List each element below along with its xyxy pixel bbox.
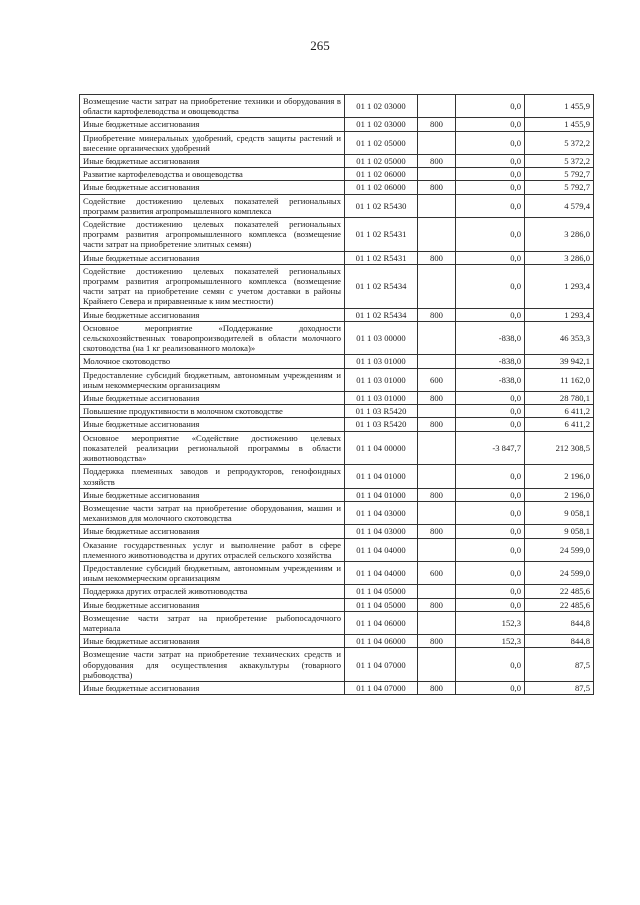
row-total-cell: 28 780,1	[525, 392, 594, 405]
row-code-cell: 01 1 03 R5420	[345, 418, 418, 431]
row-name-cell: Возмещение части затрат на приобретение оборудования, машин и механизмов для молочного скотоводства	[80, 501, 345, 524]
row-total-cell: 4 579,4	[525, 194, 594, 217]
row-total-cell: 6 411,2	[525, 405, 594, 418]
row-total-cell: 87,5	[525, 681, 594, 694]
row-name-cell: Предоставление субсидий бюджетным, автономным учреждениям и иным некоммерческим организациям	[80, 561, 345, 584]
table-row	[80, 465, 594, 488]
row-type-cell: 800	[418, 118, 456, 131]
row-code-cell: 01 1 02 R5434	[345, 264, 418, 308]
row-type-cell: 800	[418, 681, 456, 694]
row-name-cell: Иные бюджетные ассигнования	[80, 392, 345, 405]
row-name-cell: Иные бюджетные ассигнования	[80, 598, 345, 611]
row-change-cell: -838,0	[456, 355, 525, 368]
row-change-cell: -3 847,7	[456, 431, 525, 465]
table-row	[80, 538, 594, 561]
row-name-cell: Поддержка племенных заводов и репродукторов, генофондных хозяйств	[80, 465, 345, 488]
row-total-cell: 46 353,3	[525, 321, 594, 355]
row-change-cell: 0,0	[456, 488, 525, 501]
row-change-cell: 0,0	[456, 392, 525, 405]
row-type-cell	[418, 585, 456, 598]
table-row	[80, 405, 594, 418]
row-total-cell: 87,5	[525, 648, 594, 682]
row-type-cell: 800	[418, 525, 456, 538]
row-name-cell: Предоставление субсидий бюджетным, автономным учреждениям и иным некоммерческим организациям	[80, 368, 345, 391]
row-code-cell: 01 1 03 01000	[345, 368, 418, 391]
row-total-cell: 22 485,6	[525, 585, 594, 598]
row-total-cell: 1 455,9	[525, 95, 594, 118]
row-name-cell: Иные бюджетные ассигнования	[80, 308, 345, 321]
row-type-cell: 800	[418, 308, 456, 321]
row-code-cell: 01 1 04 05000	[345, 585, 418, 598]
row-type-cell	[418, 431, 456, 465]
row-type-cell	[418, 264, 456, 308]
row-code-cell: 01 1 04 01000	[345, 465, 418, 488]
row-change-cell: -838,0	[456, 321, 525, 355]
row-name-cell: Иные бюджетные ассигнования	[80, 681, 345, 694]
row-code-cell: 01 1 04 01000	[345, 488, 418, 501]
row-type-cell	[418, 465, 456, 488]
row-type-cell	[418, 405, 456, 418]
table-row	[80, 251, 594, 264]
row-type-cell	[418, 501, 456, 524]
row-total-cell: 212 308,5	[525, 431, 594, 465]
row-change-cell: 0,0	[456, 525, 525, 538]
row-change-cell: 0,0	[456, 168, 525, 181]
row-total-cell: 11 162,0	[525, 368, 594, 391]
row-total-cell: 22 485,6	[525, 598, 594, 611]
row-name-cell: Возмещение части затрат на приобретение техники и оборудования в области картофелеводства и овощеводства	[80, 95, 345, 118]
row-code-cell: 01 1 04 04000	[345, 538, 418, 561]
row-name-cell: Иные бюджетные ассигнования	[80, 155, 345, 168]
row-type-cell	[418, 168, 456, 181]
row-type-cell: 600	[418, 561, 456, 584]
row-change-cell: 0,0	[456, 598, 525, 611]
row-change-cell: 0,0	[456, 538, 525, 561]
row-code-cell: 01 1 03 00000	[345, 321, 418, 355]
table-row	[80, 488, 594, 501]
row-change-cell: 0,0	[456, 181, 525, 194]
row-name-cell: Иные бюджетные ассигнования	[80, 488, 345, 501]
row-total-cell: 5 372,2	[525, 131, 594, 154]
row-name-cell: Основное мероприятие «Поддержание доходности сельскохозяйственных товаропроизводителей в области молочного скотоводства (на 1 кг реализованного молока)»	[80, 321, 345, 355]
row-code-cell: 01 1 02 06000	[345, 181, 418, 194]
row-change-cell: 0,0	[456, 155, 525, 168]
row-total-cell: 1 293,4	[525, 264, 594, 308]
row-code-cell: 01 1 02 05000	[345, 155, 418, 168]
row-type-cell: 600	[418, 368, 456, 391]
row-total-cell: 844,8	[525, 611, 594, 634]
row-total-cell: 3 286,0	[525, 251, 594, 264]
table-row	[80, 598, 594, 611]
table-row	[80, 635, 594, 648]
row-code-cell: 01 1 03 01000	[345, 355, 418, 368]
row-type-cell: 800	[418, 251, 456, 264]
row-name-cell: Основное мероприятие «Содействие достижению целевых показателей реализации региональной программы в области животноводства»	[80, 431, 345, 465]
row-code-cell: 01 1 03 R5420	[345, 405, 418, 418]
row-type-cell	[418, 218, 456, 252]
table-row	[80, 321, 594, 355]
row-code-cell: 01 1 02 R5434	[345, 308, 418, 321]
row-total-cell: 1 293,4	[525, 308, 594, 321]
table-row	[80, 431, 594, 465]
table-row	[80, 648, 594, 682]
row-total-cell: 844,8	[525, 635, 594, 648]
row-name-cell: Иные бюджетные ассигнования	[80, 635, 345, 648]
table-row	[80, 681, 594, 694]
table-row	[80, 95, 594, 118]
row-name-cell: Приобретение минеральных удобрений, средств защиты растений и внесение органических удобрений	[80, 131, 345, 154]
row-name-cell: Повышение продуктивности в молочном скотоводстве	[80, 405, 345, 418]
row-code-cell: 01 1 04 00000	[345, 431, 418, 465]
row-name-cell: Возмещение части затрат на приобретение рыбопосадочного материала	[80, 611, 345, 634]
row-total-cell: 5 372,2	[525, 155, 594, 168]
row-name-cell: Иные бюджетные ассигнования	[80, 418, 345, 431]
table-row	[80, 181, 594, 194]
row-total-cell: 9 058,1	[525, 525, 594, 538]
row-total-cell: 9 058,1	[525, 501, 594, 524]
table-row	[80, 355, 594, 368]
row-change-cell: 0,0	[456, 501, 525, 524]
row-change-cell: 0,0	[456, 118, 525, 131]
row-code-cell: 01 1 04 03000	[345, 501, 418, 524]
row-type-cell: 800	[418, 181, 456, 194]
row-name-cell: Содействие достижению целевых показателей региональных программ развития агропромышленного комплекса	[80, 194, 345, 217]
table-row	[80, 392, 594, 405]
row-type-cell	[418, 194, 456, 217]
row-total-cell: 2 196,0	[525, 465, 594, 488]
budget-table	[79, 94, 594, 695]
row-change-cell: -838,0	[456, 368, 525, 391]
row-change-cell: 0,0	[456, 648, 525, 682]
row-change-cell: 0,0	[456, 95, 525, 118]
row-type-cell	[418, 611, 456, 634]
row-name-cell: Содействие достижению целевых показателей региональных программ развития агропромышленного комплекса (возмещение части затрат на приобретение элитных семян)	[80, 218, 345, 252]
row-type-cell: 800	[418, 392, 456, 405]
row-type-cell	[418, 355, 456, 368]
row-change-cell: 0,0	[456, 194, 525, 217]
row-name-cell: Поддержка других отраслей животноводства	[80, 585, 345, 598]
row-code-cell: 01 1 02 R5431	[345, 218, 418, 252]
row-change-cell: 152,3	[456, 635, 525, 648]
row-code-cell: 01 1 04 07000	[345, 648, 418, 682]
row-code-cell: 01 1 04 06000	[345, 635, 418, 648]
row-code-cell: 01 1 02 06000	[345, 168, 418, 181]
row-code-cell: 01 1 03 01000	[345, 392, 418, 405]
row-total-cell: 3 286,0	[525, 218, 594, 252]
row-type-cell	[418, 321, 456, 355]
row-change-cell: 0,0	[456, 308, 525, 321]
row-code-cell: 01 1 02 03000	[345, 95, 418, 118]
row-change-cell: 0,0	[456, 418, 525, 431]
row-total-cell: 1 455,9	[525, 118, 594, 131]
row-code-cell: 01 1 04 03000	[345, 525, 418, 538]
row-change-cell: 0,0	[456, 405, 525, 418]
row-total-cell: 5 792,7	[525, 168, 594, 181]
row-code-cell: 01 1 04 07000	[345, 681, 418, 694]
table-row	[80, 264, 594, 308]
row-code-cell: 01 1 02 R5430	[345, 194, 418, 217]
row-total-cell: 6 411,2	[525, 418, 594, 431]
table-row	[80, 501, 594, 524]
table-row	[80, 561, 594, 584]
row-type-cell	[418, 131, 456, 154]
row-change-cell: 0,0	[456, 264, 525, 308]
row-name-cell: Содействие достижению целевых показателей региональных программ развития агропромышленного комплекса (возмещение части затрат на приобретение семян с учетом доставки в районы Крайнего Севера и приравненные к ним местности)	[80, 264, 345, 308]
row-code-cell: 01 1 02 03000	[345, 118, 418, 131]
row-change-cell: 0,0	[456, 585, 525, 598]
row-name-cell: Иные бюджетные ассигнования	[80, 525, 345, 538]
row-code-cell: 01 1 04 06000	[345, 611, 418, 634]
row-total-cell: 24 599,0	[525, 538, 594, 561]
row-change-cell: 0,0	[456, 131, 525, 154]
row-change-cell: 0,0	[456, 465, 525, 488]
row-total-cell: 2 196,0	[525, 488, 594, 501]
table-row	[80, 118, 594, 131]
row-name-cell: Иные бюджетные ассигнования	[80, 251, 345, 264]
row-change-cell: 0,0	[456, 251, 525, 264]
row-name-cell: Возмещение части затрат на приобретение технических средств и оборудования для осуществления аквакультуры (товарного рыбоводства)	[80, 648, 345, 682]
table-row	[80, 525, 594, 538]
table-row	[80, 585, 594, 598]
row-name-cell: Оказание государственных услуг и выполнение работ в сфере племенного животноводства и других отраслей сельского хозяйства	[80, 538, 345, 561]
row-change-cell: 152,3	[456, 611, 525, 634]
row-type-cell: 800	[418, 635, 456, 648]
row-type-cell: 800	[418, 488, 456, 501]
row-type-cell	[418, 538, 456, 561]
table-row	[80, 168, 594, 181]
row-total-cell: 39 942,1	[525, 355, 594, 368]
table-row	[80, 418, 594, 431]
table-row	[80, 368, 594, 391]
row-change-cell: 0,0	[456, 681, 525, 694]
row-code-cell: 01 1 02 05000	[345, 131, 418, 154]
row-name-cell: Иные бюджетные ассигнования	[80, 181, 345, 194]
table-row	[80, 218, 594, 252]
table-row	[80, 308, 594, 321]
row-type-cell	[418, 648, 456, 682]
row-change-cell: 0,0	[456, 218, 525, 252]
row-type-cell: 800	[418, 418, 456, 431]
row-code-cell: 01 1 02 R5431	[345, 251, 418, 264]
row-total-cell: 5 792,7	[525, 181, 594, 194]
page-number: 265	[310, 38, 330, 53]
row-total-cell: 24 599,0	[525, 561, 594, 584]
row-change-cell: 0,0	[456, 561, 525, 584]
row-name-cell: Развитие картофелеводства и овощеводства	[80, 168, 345, 181]
budget-table-body	[80, 95, 594, 695]
table-row	[80, 611, 594, 634]
table-row	[80, 131, 594, 154]
row-type-cell: 800	[418, 155, 456, 168]
table-row	[80, 194, 594, 217]
row-code-cell: 01 1 04 04000	[345, 561, 418, 584]
row-type-cell: 800	[418, 598, 456, 611]
row-name-cell: Молочное скотоводство	[80, 355, 345, 368]
table-row	[80, 155, 594, 168]
row-name-cell: Иные бюджетные ассигнования	[80, 118, 345, 131]
row-code-cell: 01 1 04 05000	[345, 598, 418, 611]
row-type-cell	[418, 95, 456, 118]
